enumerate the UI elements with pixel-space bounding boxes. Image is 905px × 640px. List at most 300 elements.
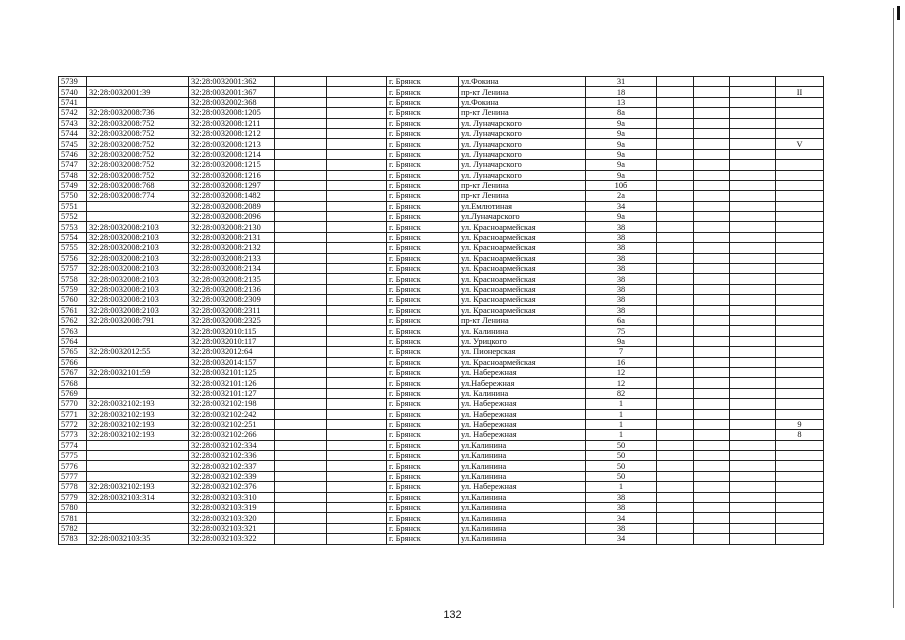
- cell-empty-col-5: [730, 180, 776, 190]
- cell-parent-cadastral-number: 32:28:0032008:791: [87, 315, 189, 325]
- cell-empty-col-5: [730, 160, 776, 170]
- cell-row-number: 5739: [59, 77, 87, 87]
- cell-row-number: 5746: [59, 149, 87, 159]
- cell-empty-col-1: [275, 419, 327, 429]
- cell-parent-cadastral-number: 32:28:0032008:768: [87, 180, 189, 190]
- cell-city: г. Брянск: [387, 97, 459, 107]
- cell-parent-cadastral-number: [87, 357, 189, 367]
- cell-empty-col-2: [327, 118, 387, 128]
- cell-empty-col-1: [275, 534, 327, 544]
- cell-cadastral-number: 32:28:0032102:242: [189, 409, 275, 419]
- cell-empty-col-3: [657, 77, 694, 87]
- cell-cadastral-number: 32:28:0032001:362: [189, 77, 275, 87]
- cell-parent-cadastral-number: 32:28:0032008:752: [87, 160, 189, 170]
- cell-empty-col-2: [327, 492, 387, 502]
- registry-table: [58, 76, 824, 545]
- cell-mark: V: [776, 139, 824, 149]
- cell-street: ул. Красноармейская: [459, 232, 586, 242]
- cell-parent-cadastral-number: 32:28:0032008:752: [87, 128, 189, 138]
- cell-cadastral-number: 32:28:0032002:368: [189, 97, 275, 107]
- cell-mark: [776, 212, 824, 222]
- cell-street: ул. Красноармейская: [459, 222, 586, 232]
- cell-row-number: 5757: [59, 264, 87, 274]
- cell-empty-col-2: [327, 149, 387, 159]
- cell-cadastral-number: 32:28:0032103:310: [189, 492, 275, 502]
- table-row: [59, 87, 824, 97]
- cell-empty-col-5: [730, 367, 776, 377]
- cell-empty-col-4: [694, 201, 730, 211]
- cell-mark: [776, 97, 824, 107]
- cell-row-number: 5756: [59, 253, 87, 263]
- table-row: [59, 492, 824, 502]
- cell-parent-cadastral-number: 32:28:0032102:193: [87, 409, 189, 419]
- cell-street: ул.Калинина: [459, 492, 586, 502]
- cell-empty-col-5: [730, 77, 776, 87]
- cell-empty-col-5: [730, 264, 776, 274]
- cell-mark: [776, 336, 824, 346]
- cell-empty-col-2: [327, 170, 387, 180]
- cell-mark: [776, 440, 824, 450]
- cell-empty-col-5: [730, 503, 776, 513]
- cell-empty-col-3: [657, 451, 694, 461]
- cell-empty-col-2: [327, 534, 387, 544]
- cell-house-number: 75: [586, 326, 657, 336]
- cell-empty-col-3: [657, 357, 694, 367]
- cell-row-number: 5740: [59, 87, 87, 97]
- table-row: [59, 513, 824, 523]
- table-row: [59, 295, 824, 305]
- cell-empty-col-4: [694, 305, 730, 315]
- cell-house-number: 38: [586, 274, 657, 284]
- cell-house-number: 34: [586, 201, 657, 211]
- cell-street: ул.Калинина: [459, 513, 586, 523]
- cell-mark: [776, 128, 824, 138]
- cell-cadastral-number: 32:28:0032101:127: [189, 388, 275, 398]
- cell-street: ул. Калинина: [459, 326, 586, 336]
- cell-empty-col-4: [694, 482, 730, 492]
- cell-empty-col-3: [657, 399, 694, 409]
- cell-house-number: 34: [586, 513, 657, 523]
- cell-row-number: 5744: [59, 128, 87, 138]
- cell-parent-cadastral-number: 32:28:0032008:2103: [87, 305, 189, 315]
- cell-empty-col-4: [694, 170, 730, 180]
- cell-empty-col-2: [327, 523, 387, 533]
- cell-row-number: 5748: [59, 170, 87, 180]
- cell-empty-col-4: [694, 149, 730, 159]
- cell-empty-col-1: [275, 513, 327, 523]
- cell-empty-col-5: [730, 128, 776, 138]
- cell-cadastral-number: 32:28:0032008:2136: [189, 284, 275, 294]
- cell-empty-col-1: [275, 440, 327, 450]
- cell-parent-cadastral-number: 32:28:0032008:2103: [87, 264, 189, 274]
- cell-empty-col-3: [657, 243, 694, 253]
- cell-empty-col-2: [327, 482, 387, 492]
- cell-cadastral-number: 32:28:0032008:1213: [189, 139, 275, 149]
- cell-row-number: 5772: [59, 419, 87, 429]
- cell-row-number: 5766: [59, 357, 87, 367]
- cell-empty-col-3: [657, 482, 694, 492]
- table-row: [59, 440, 824, 450]
- cell-city: г. Брянск: [387, 128, 459, 138]
- cell-street: ул.Калинина: [459, 534, 586, 544]
- cell-empty-col-1: [275, 305, 327, 315]
- cell-mark: [776, 471, 824, 481]
- cell-parent-cadastral-number: [87, 212, 189, 222]
- cell-empty-col-1: [275, 347, 327, 357]
- table-row: [59, 118, 824, 128]
- cell-empty-col-2: [327, 399, 387, 409]
- cell-empty-col-4: [694, 284, 730, 294]
- cell-parent-cadastral-number: 32:28:0032102:193: [87, 419, 189, 429]
- cell-street: ул.Калинина: [459, 503, 586, 513]
- table-row: [59, 503, 824, 513]
- cell-cadastral-number: 32:28:0032103:321: [189, 523, 275, 533]
- cell-house-number: 9а: [586, 149, 657, 159]
- cell-city: г. Брянск: [387, 108, 459, 118]
- cell-empty-col-1: [275, 97, 327, 107]
- cell-mark: [776, 513, 824, 523]
- cell-empty-col-3: [657, 461, 694, 471]
- cell-street: ул. Набережная: [459, 367, 586, 377]
- cell-empty-col-5: [730, 440, 776, 450]
- table-row: [59, 409, 824, 419]
- cell-empty-col-1: [275, 139, 327, 149]
- cell-parent-cadastral-number: [87, 471, 189, 481]
- cell-empty-col-2: [327, 160, 387, 170]
- cell-empty-col-4: [694, 347, 730, 357]
- cell-mark: [776, 170, 824, 180]
- cell-city: г. Брянск: [387, 295, 459, 305]
- cell-empty-col-2: [327, 336, 387, 346]
- cell-street: ул. Урицкого: [459, 336, 586, 346]
- cell-empty-col-4: [694, 232, 730, 242]
- cell-cadastral-number: 32:28:0032008:1482: [189, 191, 275, 201]
- cell-row-number: 5761: [59, 305, 87, 315]
- cell-empty-col-2: [327, 305, 387, 315]
- cell-city: г. Брянск: [387, 451, 459, 461]
- cell-city: г. Брянск: [387, 284, 459, 294]
- cell-street: пр-кт Ленина: [459, 87, 586, 97]
- cell-row-number: 5778: [59, 482, 87, 492]
- cell-row-number: 5752: [59, 212, 87, 222]
- cell-empty-col-2: [327, 253, 387, 263]
- cell-empty-col-3: [657, 305, 694, 315]
- cell-cadastral-number: 32:28:0032008:2325: [189, 315, 275, 325]
- cell-mark: [776, 534, 824, 544]
- cell-empty-col-5: [730, 451, 776, 461]
- cell-empty-col-2: [327, 191, 387, 201]
- cell-row-number: 5773: [59, 430, 87, 440]
- cell-empty-col-3: [657, 108, 694, 118]
- cell-street: пр-кт Ленина: [459, 108, 586, 118]
- cell-empty-col-4: [694, 295, 730, 305]
- cell-empty-col-5: [730, 336, 776, 346]
- cell-street: ул. Калинина: [459, 388, 586, 398]
- cell-empty-col-1: [275, 471, 327, 481]
- cell-row-number: 5783: [59, 534, 87, 544]
- cell-mark: [776, 191, 824, 201]
- cell-mark: [776, 409, 824, 419]
- cell-city: г. Брянск: [387, 201, 459, 211]
- cell-street: ул. Луначарского: [459, 170, 586, 180]
- cell-parent-cadastral-number: 32:28:0032008:752: [87, 139, 189, 149]
- cell-empty-col-3: [657, 253, 694, 263]
- cell-empty-col-5: [730, 284, 776, 294]
- cell-row-number: 5765: [59, 347, 87, 357]
- cell-cadastral-number: 32:28:0032008:2309: [189, 295, 275, 305]
- cell-street: ул.Луначарского: [459, 212, 586, 222]
- cell-street: ул. Набережная: [459, 419, 586, 429]
- cell-city: г. Брянск: [387, 305, 459, 315]
- cell-mark: [776, 305, 824, 315]
- cell-mark: [776, 315, 824, 325]
- cell-empty-col-3: [657, 419, 694, 429]
- cell-cadastral-number: 32:28:0032103:320: [189, 513, 275, 523]
- cell-house-number: 8а: [586, 108, 657, 118]
- cell-empty-col-5: [730, 482, 776, 492]
- cell-empty-col-1: [275, 77, 327, 87]
- cell-house-number: 38: [586, 305, 657, 315]
- cell-row-number: 5741: [59, 97, 87, 107]
- table-row: [59, 461, 824, 471]
- cell-street: ул.Калинина: [459, 440, 586, 450]
- cell-parent-cadastral-number: [87, 461, 189, 471]
- cell-empty-col-4: [694, 108, 730, 118]
- table-row: [59, 201, 824, 211]
- cell-street: ул. Красноармейская: [459, 274, 586, 284]
- cell-cadastral-number: 32:28:0032102:198: [189, 399, 275, 409]
- cell-street: пр-кт Ленина: [459, 180, 586, 190]
- cell-parent-cadastral-number: 32:28:0032102:193: [87, 430, 189, 440]
- cell-empty-col-3: [657, 274, 694, 284]
- cell-empty-col-2: [327, 471, 387, 481]
- cell-empty-col-3: [657, 409, 694, 419]
- cell-cadastral-number: 32:28:0032101:126: [189, 378, 275, 388]
- cell-empty-col-1: [275, 284, 327, 294]
- cell-empty-col-2: [327, 222, 387, 232]
- cell-parent-cadastral-number: 32:28:0032008:774: [87, 191, 189, 201]
- table-row: [59, 160, 824, 170]
- cell-empty-col-5: [730, 357, 776, 367]
- cell-row-number: 5781: [59, 513, 87, 523]
- cell-empty-col-3: [657, 315, 694, 325]
- cell-street: ул.Фокина: [459, 77, 586, 87]
- cell-cadastral-number: 32:28:0032008:2134: [189, 264, 275, 274]
- cell-empty-col-1: [275, 399, 327, 409]
- cell-empty-col-4: [694, 461, 730, 471]
- cell-parent-cadastral-number: [87, 336, 189, 346]
- cell-house-number: 16: [586, 357, 657, 367]
- cell-empty-col-1: [275, 492, 327, 502]
- cell-parent-cadastral-number: 32:28:0032103:314: [87, 492, 189, 502]
- cell-empty-col-1: [275, 243, 327, 253]
- cell-empty-col-5: [730, 492, 776, 502]
- cell-empty-col-1: [275, 253, 327, 263]
- cell-parent-cadastral-number: [87, 523, 189, 533]
- cell-empty-col-4: [694, 336, 730, 346]
- cell-empty-col-4: [694, 419, 730, 429]
- registry-rows: [59, 77, 824, 545]
- cell-empty-col-3: [657, 503, 694, 513]
- cell-city: г. Брянск: [387, 118, 459, 128]
- cell-empty-col-4: [694, 191, 730, 201]
- cell-empty-col-5: [730, 139, 776, 149]
- cell-house-number: 1: [586, 419, 657, 429]
- cell-empty-col-3: [657, 180, 694, 190]
- cell-parent-cadastral-number: 32:28:0032008:2103: [87, 295, 189, 305]
- cell-city: г. Брянск: [387, 87, 459, 97]
- table-row: [59, 243, 824, 253]
- cell-empty-col-1: [275, 274, 327, 284]
- cell-mark: [776, 108, 824, 118]
- cell-empty-col-2: [327, 315, 387, 325]
- cell-cadastral-number: 32:28:0032001:367: [189, 87, 275, 97]
- cell-mark: [776, 388, 824, 398]
- cell-row-number: 5774: [59, 440, 87, 450]
- cell-empty-col-5: [730, 430, 776, 440]
- cell-house-number: 9а: [586, 170, 657, 180]
- cell-cadastral-number: 32:28:0032008:1205: [189, 108, 275, 118]
- cell-city: г. Брянск: [387, 471, 459, 481]
- cell-cadastral-number: 32:28:0032101:125: [189, 367, 275, 377]
- cell-house-number: 50: [586, 451, 657, 461]
- cell-empty-col-4: [694, 451, 730, 461]
- cell-cadastral-number: 32:28:0032014:157: [189, 357, 275, 367]
- cell-city: г. Брянск: [387, 170, 459, 180]
- cell-empty-col-4: [694, 212, 730, 222]
- cell-empty-col-4: [694, 264, 730, 274]
- cell-city: г. Брянск: [387, 492, 459, 502]
- cell-city: г. Брянск: [387, 222, 459, 232]
- cell-house-number: 6а: [586, 315, 657, 325]
- cell-house-number: 50: [586, 440, 657, 450]
- cell-empty-col-4: [694, 315, 730, 325]
- cell-cadastral-number: 32:28:0032103:322: [189, 534, 275, 544]
- cell-cadastral-number: 32:28:0032008:1211: [189, 118, 275, 128]
- cell-row-number: 5769: [59, 388, 87, 398]
- cell-empty-col-3: [657, 170, 694, 180]
- cell-mark: [776, 232, 824, 242]
- cell-empty-col-2: [327, 139, 387, 149]
- cell-empty-col-4: [694, 399, 730, 409]
- cell-house-number: 9а: [586, 336, 657, 346]
- cell-empty-col-2: [327, 367, 387, 377]
- cell-empty-col-4: [694, 118, 730, 128]
- cell-cadastral-number: 32:28:0032102:339: [189, 471, 275, 481]
- cell-mark: [776, 264, 824, 274]
- cell-city: г. Брянск: [387, 357, 459, 367]
- cell-empty-col-3: [657, 97, 694, 107]
- cell-empty-col-3: [657, 523, 694, 533]
- cell-house-number: 82: [586, 388, 657, 398]
- cell-empty-col-5: [730, 212, 776, 222]
- page-edge-line: [893, 8, 894, 608]
- cell-row-number: 5771: [59, 409, 87, 419]
- cell-house-number: 12: [586, 367, 657, 377]
- table-row: [59, 77, 824, 87]
- cell-house-number: 13: [586, 97, 657, 107]
- cell-empty-col-5: [730, 222, 776, 232]
- table-row: [59, 471, 824, 481]
- cell-cadastral-number: 32:28:0032008:2130: [189, 222, 275, 232]
- cell-street: пр-кт Ленина: [459, 315, 586, 325]
- cell-parent-cadastral-number: 32:28:0032102:193: [87, 399, 189, 409]
- cell-empty-col-5: [730, 232, 776, 242]
- cell-cadastral-number: 32:28:0032102:376: [189, 482, 275, 492]
- cell-city: г. Брянск: [387, 482, 459, 492]
- cell-row-number: 5764: [59, 336, 87, 346]
- cell-empty-col-4: [694, 180, 730, 190]
- cell-street: ул. Пионерская: [459, 347, 586, 357]
- cell-cadastral-number: 32:28:0032010:117: [189, 336, 275, 346]
- cell-empty-col-4: [694, 503, 730, 513]
- cell-empty-col-1: [275, 128, 327, 138]
- cell-parent-cadastral-number: [87, 513, 189, 523]
- cell-empty-col-4: [694, 409, 730, 419]
- cell-street: ул.Емлютиная: [459, 201, 586, 211]
- cell-parent-cadastral-number: 32:28:0032008:2103: [87, 222, 189, 232]
- cell-mark: [776, 461, 824, 471]
- cell-city: г. Брянск: [387, 347, 459, 357]
- cell-house-number: 18: [586, 87, 657, 97]
- cell-mark: [776, 482, 824, 492]
- cell-empty-col-2: [327, 97, 387, 107]
- cell-house-number: 1: [586, 430, 657, 440]
- cell-empty-col-5: [730, 201, 776, 211]
- table-row: [59, 170, 824, 180]
- cell-empty-col-3: [657, 534, 694, 544]
- cell-house-number: 38: [586, 523, 657, 533]
- cell-empty-col-3: [657, 388, 694, 398]
- cell-empty-col-4: [694, 87, 730, 97]
- cell-city: г. Брянск: [387, 315, 459, 325]
- cell-parent-cadastral-number: 32:28:0032012:55: [87, 347, 189, 357]
- cell-parent-cadastral-number: 32:28:0032008:2103: [87, 243, 189, 253]
- cell-empty-col-4: [694, 513, 730, 523]
- cell-empty-col-5: [730, 274, 776, 284]
- table-row: [59, 534, 824, 544]
- cell-empty-col-5: [730, 253, 776, 263]
- cell-empty-col-1: [275, 191, 327, 201]
- cell-house-number: 38: [586, 222, 657, 232]
- cell-house-number: 38: [586, 492, 657, 502]
- table-row: [59, 232, 824, 242]
- cell-house-number: 38: [586, 264, 657, 274]
- cell-empty-col-1: [275, 482, 327, 492]
- cell-cadastral-number: 32:28:0032102:251: [189, 419, 275, 429]
- cell-empty-col-2: [327, 87, 387, 97]
- cell-house-number: 10б: [586, 180, 657, 190]
- cell-cadastral-number: 32:28:0032008:2096: [189, 212, 275, 222]
- cell-mark: 9: [776, 419, 824, 429]
- cell-empty-col-2: [327, 388, 387, 398]
- cell-row-number: 5747: [59, 160, 87, 170]
- cell-parent-cadastral-number: 32:28:0032008:736: [87, 108, 189, 118]
- cell-parent-cadastral-number: [87, 440, 189, 450]
- cell-row-number: 5751: [59, 201, 87, 211]
- cell-empty-col-3: [657, 471, 694, 481]
- cell-house-number: 34: [586, 534, 657, 544]
- cell-mark: [776, 492, 824, 502]
- cell-parent-cadastral-number: 32:28:0032101:59: [87, 367, 189, 377]
- cell-house-number: 38: [586, 243, 657, 253]
- cell-city: г. Брянск: [387, 191, 459, 201]
- cell-row-number: 5776: [59, 461, 87, 471]
- cell-parent-cadastral-number: [87, 451, 189, 461]
- table-row: [59, 430, 824, 440]
- cell-city: г. Брянск: [387, 461, 459, 471]
- cell-empty-col-4: [694, 378, 730, 388]
